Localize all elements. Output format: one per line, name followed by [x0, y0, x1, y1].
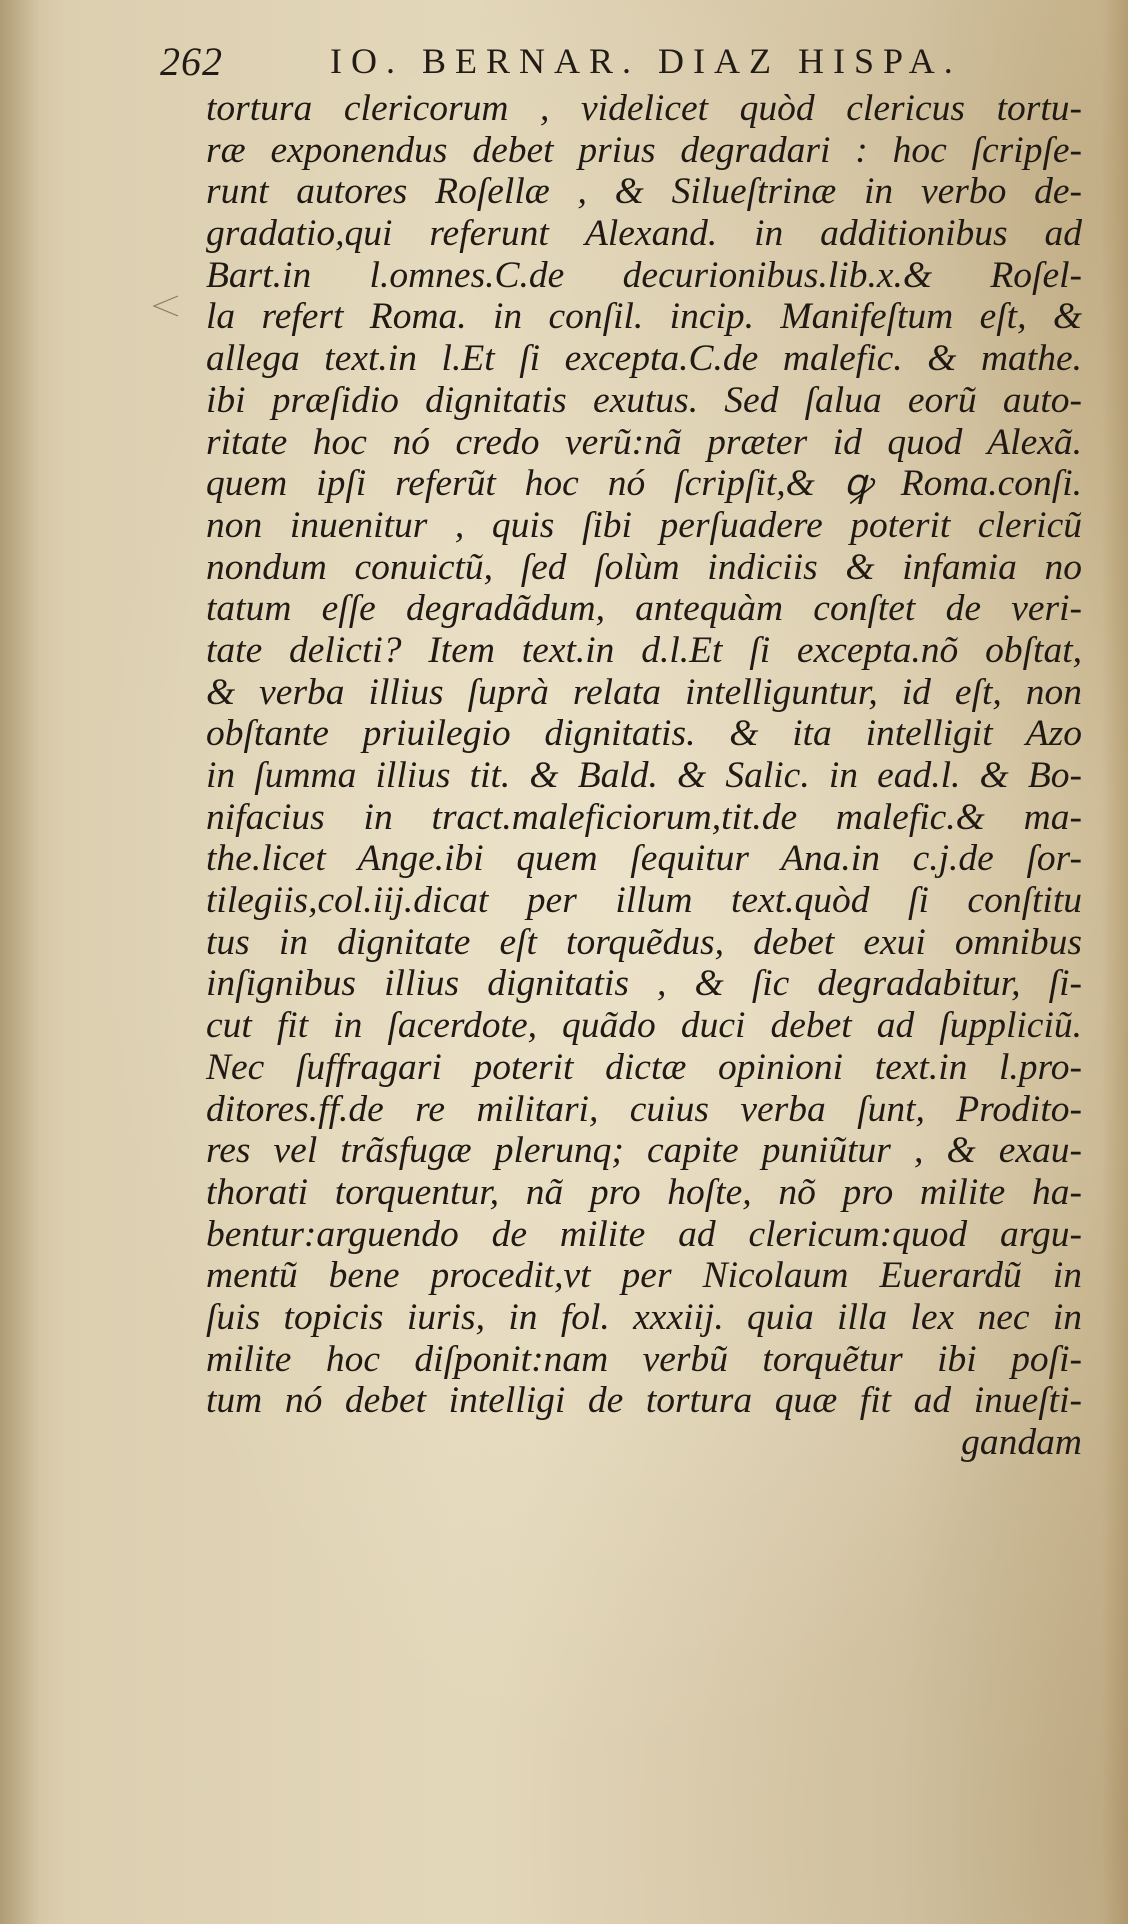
text-line: in ſumma illius tit. & Bald. & Salic. in ead.l. & Bo- [206, 755, 1082, 796]
text-line: quem ipſi referũt hoc nó ſcripſit,& ꝙ Roma.conſi. [206, 463, 1082, 505]
text-line: res vel trãsfugæ plerunq; capite puniũtur , & exau- [206, 1130, 1082, 1172]
text-line: tilegiis,col.iij.dicat per illum text.quòd ſi conſtitu [206, 880, 1082, 922]
text-line: ibi præſidio dignitatis exutus. Sed ſalua eorũ auto- [206, 379, 1082, 421]
text-line: runt autores Roſellæ , & Silueſtrinæ in verbo de- [206, 171, 1082, 213]
gutter-shadow [0, 0, 40, 1924]
text-line: la refert Roma. in conſil. incip. Manifeſtum eſt, & [206, 296, 1082, 338]
text-line: Bart.in l.omnes.C.de decurionibus.lib.x.& Roſel- [206, 254, 1082, 296]
text-line: tum nó debet intelligi de tortura quæ fit ad inueſti- [206, 1380, 1082, 1422]
text-line: obſtante priuilegio dignitatis. & ita intelligit Azo [206, 713, 1082, 755]
text-line: tate delicti? Item text.in d.l.Et ſi excepta.nõ obſtat, [206, 629, 1082, 671]
text-line: mentũ bene procedit,vt per Nicolaum Euerardũ in [206, 1255, 1082, 1297]
text-line: nondum conuictũ, ſed ſolùm indiciis & infamia no [206, 546, 1082, 588]
text-line: bentur:arguendo de milite ad clericum:quod argu- [206, 1213, 1082, 1255]
text-line: nifacius in tract.maleficiorum,tit.de malefic.& ma- [206, 796, 1082, 838]
page-header [160, 34, 960, 94]
text-line: thorati torquentur, nã pro hoſte, nõ pro milite ha- [206, 1171, 1082, 1213]
page-edge-shadow [1102, 0, 1128, 1924]
text-line: the.licet Ange.ibi quem ſequitur Ana.in c.j.de ſor- [206, 838, 1082, 880]
text-line: non inuenitur , quis ſibi perſuadere poterit clericũ [206, 504, 1082, 546]
text-line: tatum eſſe degradãdum, antequàm conſtet de veri- [206, 588, 1082, 630]
text-line: & verba illius ſuprà relata intelliguntur, id eſt, non [206, 671, 1082, 713]
text-line: milite hoc diſponit:nam verbũ torquẽtur ibi poſi- [206, 1338, 1082, 1380]
text-line: Nec ſuffragari poterit dictæ opinioni text.in l.pro- [206, 1046, 1082, 1088]
page-number: 262 [160, 39, 223, 84]
text-line: tus in dignitate eſt torquẽdus, debet exui omnibus [206, 921, 1082, 963]
text-line: tortura clericorum , videlicet quòd clericus tortu- [206, 88, 1082, 129]
text-line: ritate hoc nó credo verũ:nã præter id quod Alexã. [206, 421, 1082, 463]
text-line: gradatio,qui referunt Alexand. in additionibus ad [206, 213, 1082, 255]
text-line: allega text.in l.Et ſi excepta.C.de malefic. & mathe. [206, 338, 1082, 380]
text-line: ræ exponendus debet prius degradari : hoc ſcripſe- [206, 129, 1082, 171]
body-text [206, 88, 1082, 1464]
catchword: gandam [961, 1422, 1082, 1463]
text-line: inſignibus illius dignitatis , & ſic degradabitur, ſi- [206, 963, 1082, 1005]
text-line: cut fit in ſacerdote, quãdo duci debet ad ſuppliciũ. [206, 1005, 1082, 1047]
text-line: ſuis topicis iuris, in fol. xxxiij. quia illa lex nec in [206, 1296, 1082, 1338]
text-line: ditores.ff.de re militari, cuius verba ſunt, Prodito- [206, 1088, 1082, 1130]
margin-mark-icon [150, 294, 180, 318]
running-head: IO. BERNAR. DIAZ HISPA. [330, 41, 962, 81]
